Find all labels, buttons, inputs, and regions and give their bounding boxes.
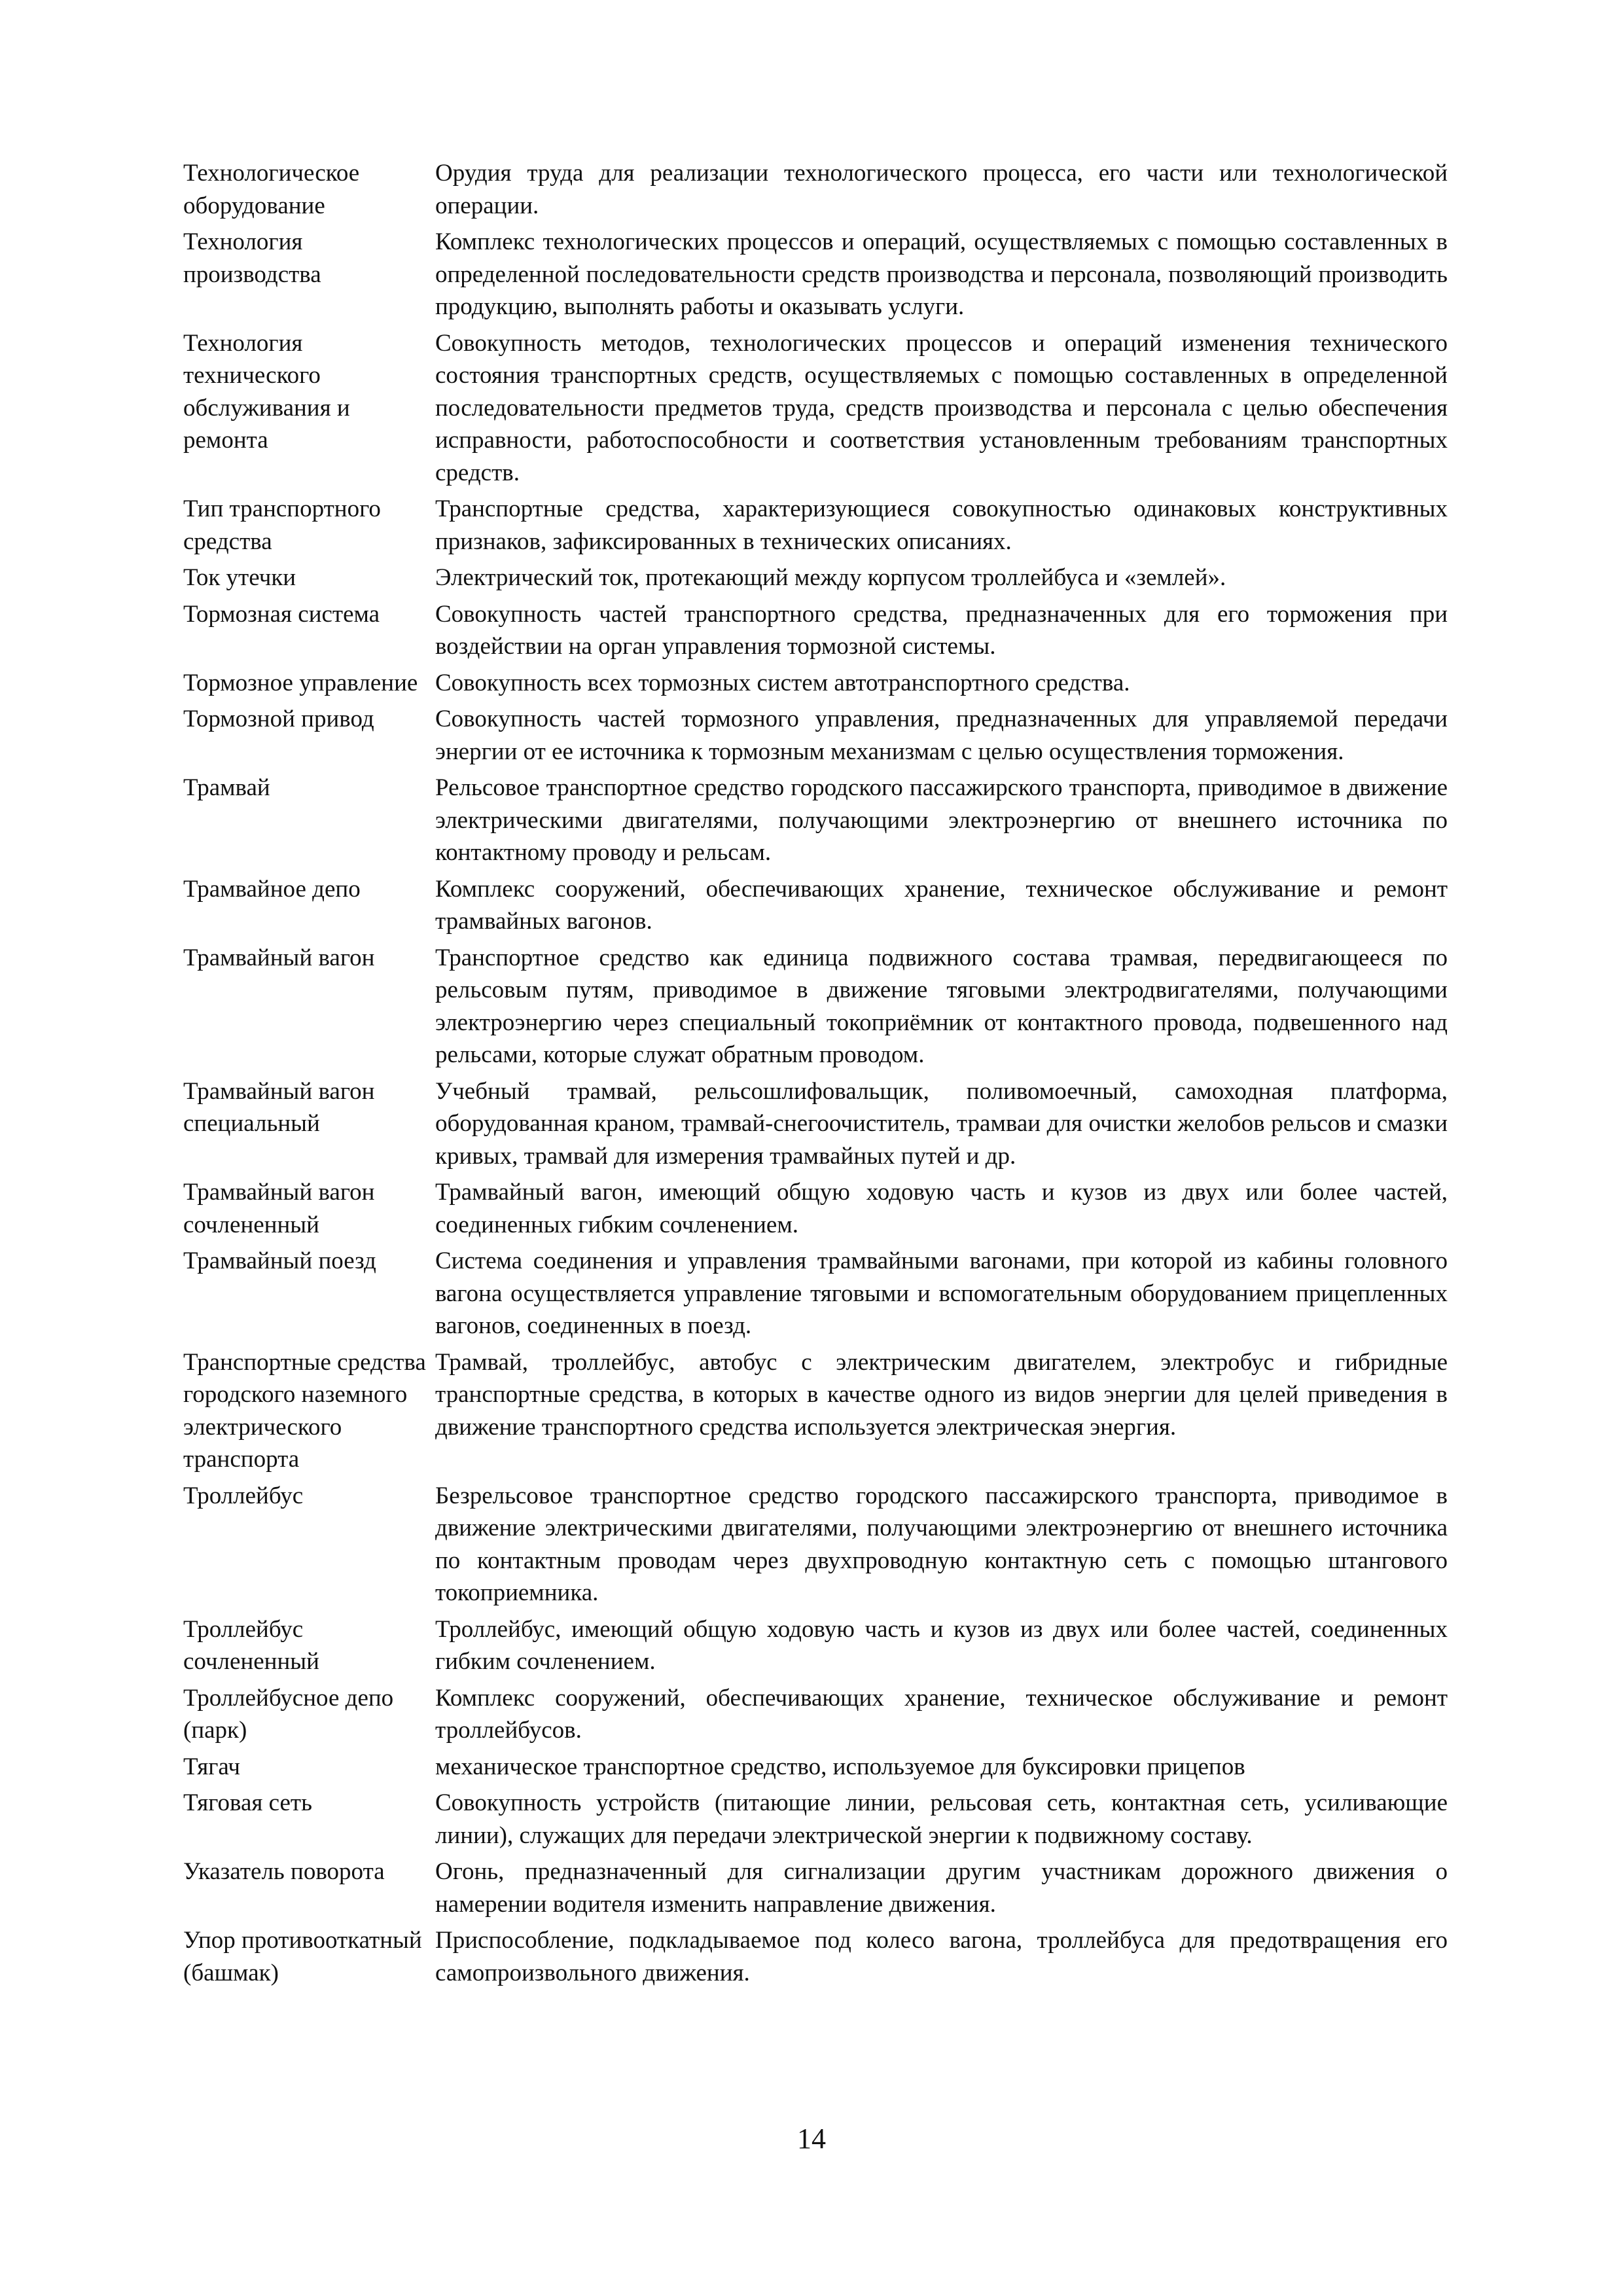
glossary-term: Технология производства: [183, 228, 321, 288]
glossary-term: Троллейбусное депо (парк): [183, 1684, 394, 1744]
glossary-entry: [183, 1480, 1448, 1609]
glossary-term: Упор противооткатный (башмак): [183, 1927, 422, 1986]
glossary-definition: Совокупность методов, технологических процессов и операций изменения технического состояния транспортных средств, осуществляемых с помощью составленных в определенной последовательности предметов труда, средств производства и персонала с целью обеспечения исправности, работоспособности и соответствия установленным требованиям транспортных средств.: [435, 329, 1448, 486]
glossary-term: Трамвай: [183, 774, 270, 801]
glossary-term: Трамвайный вагон сочлененный: [183, 1179, 375, 1238]
glossary-definition: Трамвайный вагон, имеющий общую ходовую часть и кузов из двух или более частей, соединенных гибким сочленением.: [435, 1179, 1448, 1238]
glossary-definition: Совокупность устройств (питающие линии, рельсовая сеть, контактная сеть, усиливающие линии), служащих для передачи электрической энергии к подвижному составу.: [435, 1789, 1448, 1849]
glossary-entry: [183, 772, 1448, 869]
glossary-definition: Огонь, предназначенный для сигнализации другим участникам дорожного движения о намерении водителя изменить направление движения.: [435, 1858, 1448, 1918]
glossary-entry: [183, 1176, 1448, 1241]
glossary-term: Указатель поворота: [183, 1858, 385, 1885]
glossary-definition: Комплекс технологических процессов и операций, осуществляемых с помощью составленных в определенной последовательности средств производства и персонала, позволяющий производить продукцию, выполнять работы и оказывать услуги.: [435, 228, 1448, 320]
glossary-entry: [183, 1682, 1448, 1747]
glossary-term: Тяговая сеть: [183, 1789, 312, 1816]
glossary-entry: [183, 1856, 1448, 1920]
glossary-entry: [183, 1787, 1448, 1852]
glossary-term: Трамвайный вагон: [183, 944, 375, 971]
glossary-entry: [183, 1346, 1448, 1476]
glossary-definition: Приспособление, подкладываемое под колесо вагона, троллейбуса для предотвращения его самопроизвольного движения.: [435, 1927, 1448, 1986]
glossary-term: Транспортные средства городского наземного электрического транспорта: [183, 1348, 426, 1473]
glossary-entry: [183, 562, 1448, 594]
glossary-term: Трамвайное депо: [183, 875, 361, 903]
glossary-entry: [183, 1075, 1448, 1173]
glossary-entry: [183, 1613, 1448, 1678]
page-number: 14: [797, 2123, 826, 2155]
glossary-entry: [183, 1245, 1448, 1342]
glossary-entry: [183, 873, 1448, 938]
glossary-term: Трамвайный поезд: [183, 1247, 376, 1274]
glossary-term: Тип транспортного средства: [183, 495, 381, 555]
glossary-definition: Система соединения и управления трамвайными вагонами, при которой из кабины головного вагона осуществляется управление тяговыми и вспомогательным оборудованием прицепленных вагонов, соединенных в поезд.: [435, 1247, 1448, 1339]
glossary-term: Тормозная система: [183, 600, 380, 628]
glossary-definition: Безрельсовое транспортное средство городского пассажирского транспорта, приводимое в движение электрическими двигателями, получающими электроэнергию от внешнего источника по контактным проводам через двухпроводную контактную сеть с помощью штангового токоприемника.: [435, 1482, 1448, 1606]
glossary-list: [183, 157, 1448, 1993]
glossary-definition: Комплекс сооружений, обеспечивающих хранение, техническое обслуживание и ремонт троллейбусов.: [435, 1684, 1448, 1744]
glossary-entry: [183, 703, 1448, 768]
glossary-definition: Орудия труда для реализации технологического процесса, его части или технологической операции.: [435, 160, 1448, 219]
glossary-entry: [183, 1751, 1448, 1784]
glossary-entry: [183, 598, 1448, 663]
glossary-definition: Транспортные средства, характеризующиеся совокупностью одинаковых конструктивных признаков, зафиксированных в технических описаниях.: [435, 495, 1448, 555]
glossary-definition: Транспортное средство как единица подвижного состава трамвая, передвигающееся по рельсовым путям, приводимое в движение тяговыми электродвигателями, получающими электроэнергию через специальный токоприёмник от контактного провода, подвешенного над рельсами, которые служат обратным проводом.: [435, 944, 1448, 1068]
glossary-term: Троллейбус сочлененный: [183, 1615, 319, 1675]
glossary-definition: Трамвай, троллейбус, автобус с электрическим двигателем, электробус и гибридные транспортные средства, в которых в качестве одного из видов энергии для целей приведения в движение транспортного средства используется электрическая энергия.: [435, 1348, 1448, 1441]
glossary-definition: Совокупность всех тормозных систем автотранспортного средства.: [435, 669, 1130, 696]
glossary-entry: [183, 226, 1448, 323]
glossary-term: Технология технического обслуживания и ремонта: [183, 329, 350, 454]
glossary-definition: Совокупность частей транспортного средства, предназначенных для его торможения при воздействии на орган управления тормозной системы.: [435, 600, 1448, 660]
glossary-entry: [183, 667, 1448, 700]
glossary-definition: механическое транспортное средство, используемое для буксировки прицепов: [435, 1753, 1245, 1780]
glossary-definition: Электрический ток, протекающий между корпусом троллейбуса и «землей».: [435, 564, 1226, 591]
glossary-definition: Учебный трамвай, рельсошлифовальщик, поливомоечный, самоходная платформа, оборудованная краном, трамвай-снегоочиститель, трамваи для очистки желобов рельсов и смазки кривых, трамвай для измерения трамвайных путей и др.: [435, 1077, 1448, 1170]
glossary-entry: [183, 493, 1448, 558]
glossary-term: Тормозной привод: [183, 706, 374, 732]
glossary-definition: Совокупность частей тормозного управления, предназначенных для управляемой передачи энергии от ее источника к тормозным механизмам с целью осуществления торможения.: [435, 706, 1448, 765]
glossary-entry: [183, 942, 1448, 1071]
glossary-term: Троллейбус: [183, 1482, 304, 1509]
glossary-entry: [183, 327, 1448, 490]
glossary-term: Тягач: [183, 1753, 240, 1780]
glossary-term: Ток утечки: [183, 564, 296, 591]
glossary-term: Тормозное управление: [183, 669, 418, 696]
glossary-definition: Троллейбус, имеющий общую ходовую часть и кузов из двух или более частей, соединенных гибким сочленением.: [435, 1615, 1448, 1675]
glossary-term: Технологическое оборудование: [183, 160, 360, 219]
glossary-term: Трамвайный вагон специальный: [183, 1077, 375, 1137]
glossary-definition: Комплекс сооружений, обеспечивающих хранение, техническое обслуживание и ремонт трамвайных вагонов.: [435, 875, 1448, 935]
glossary-entry: [183, 1924, 1448, 1989]
glossary-entry: [183, 157, 1448, 222]
glossary-definition: Рельсовое транспортное средство городского пассажирского транспорта, приводимое в движение электрическими двигателями, получающими электроэнергию от внешнего источника по контактному проводу и рельсам.: [435, 774, 1448, 866]
